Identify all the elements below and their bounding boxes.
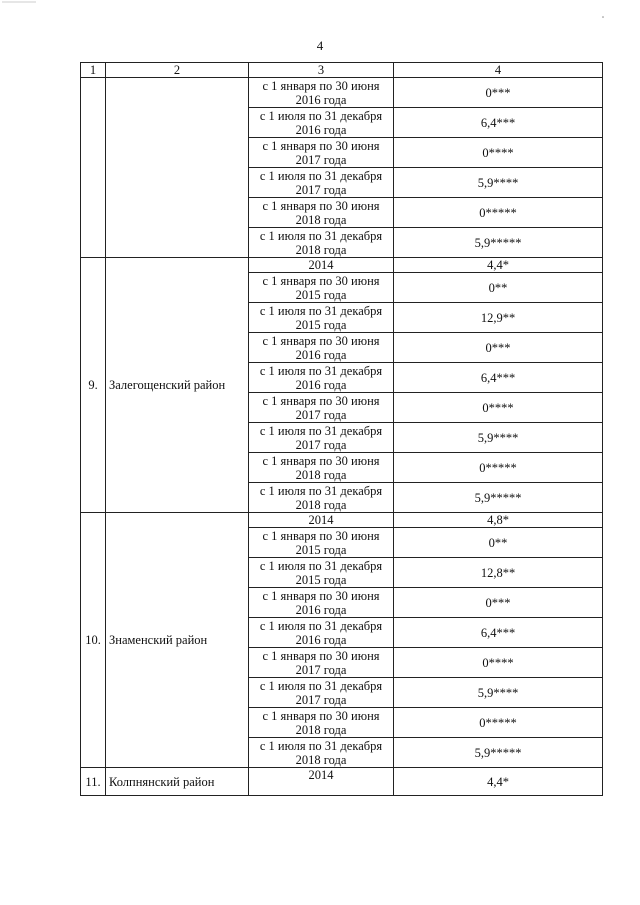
- period-cell: с 1 января по 30 июня 2018 года: [249, 453, 394, 483]
- tariff-value-cell: 0****: [394, 393, 603, 423]
- tariff-value-cell: 6,4***: [394, 108, 603, 138]
- tariff-value-cell: 0****: [394, 648, 603, 678]
- page-number: 4: [316, 38, 324, 53]
- period-cell: с 1 января по 30 июня 2018 года: [249, 198, 394, 228]
- tariff-value-cell: 5,9****: [394, 423, 603, 453]
- period-cell: с 1 июля по 31 декабря 2016 года: [249, 108, 394, 138]
- tariff-value-cell: 5,9****: [394, 168, 603, 198]
- tariff-value-cell: 12,8**: [394, 558, 603, 588]
- period-cell: с 1 января по 30 июня 2016 года: [249, 333, 394, 363]
- tariff-value-cell: 0***: [394, 588, 603, 618]
- table-row: [81, 258, 603, 273]
- tariff-value-cell: 4,4*: [394, 768, 603, 796]
- tariff-value-cell: 0**: [394, 528, 603, 558]
- period-cell: с 1 января по 30 июня 2017 года: [249, 648, 394, 678]
- period-cell: с 1 июля по 31 декабря 2016 года: [249, 618, 394, 648]
- header-col-4: 4: [394, 63, 603, 78]
- row-number: 11.: [81, 768, 106, 796]
- header-row: [81, 63, 603, 78]
- scan-dot: [600, 14, 606, 20]
- period-cell: с 1 июля по 31 декабря 2018 года: [249, 738, 394, 768]
- row-number: [81, 78, 106, 258]
- tariff-value-cell: 0****: [394, 138, 603, 168]
- header-col-1: 1: [81, 63, 106, 78]
- tariff-value-cell: 0***: [394, 333, 603, 363]
- period-cell: с 1 января по 30 июня 2015 года: [249, 528, 394, 558]
- period-cell: с 1 января по 30 июня 2016 года: [249, 78, 394, 108]
- district-name: [106, 78, 249, 258]
- tariff-value-cell: 0***: [394, 78, 603, 108]
- period-cell: с 1 июля по 31 декабря 2017 года: [249, 423, 394, 453]
- period-cell: с 1 января по 30 июня 2016 года: [249, 588, 394, 618]
- tariff-value-cell: 4,4*: [394, 258, 603, 273]
- table-row: [81, 78, 603, 108]
- period-cell: 2014: [249, 258, 394, 273]
- table-row: [81, 768, 603, 796]
- period-cell: с 1 июля по 31 декабря 2018 года: [249, 228, 394, 258]
- period-cell: 2014: [249, 513, 394, 528]
- tariff-value-cell: 12,9**: [394, 303, 603, 333]
- tariff-value-cell: 5,9****: [394, 678, 603, 708]
- row-number: 9.: [81, 258, 106, 513]
- row-number: 10.: [81, 513, 106, 768]
- tariff-value-cell: 0*****: [394, 198, 603, 228]
- header-col-2: 2: [106, 63, 249, 78]
- period-cell: 2014: [249, 768, 394, 796]
- period-cell: с 1 января по 30 июня 2017 года: [249, 138, 394, 168]
- tariff-value-cell: 0**: [394, 273, 603, 303]
- period-cell: с 1 июля по 31 декабря 2016 года: [249, 363, 394, 393]
- tariff-value-cell: 4,8*: [394, 513, 603, 528]
- period-cell: с 1 января по 30 июня 2018 года: [249, 708, 394, 738]
- tariff-value-cell: 5,9*****: [394, 483, 603, 513]
- period-cell: с 1 января по 30 июня 2017 года: [249, 393, 394, 423]
- tariff-table: [80, 62, 603, 796]
- district-name: Колпнянский район: [106, 768, 249, 796]
- period-cell: с 1 июля по 31 декабря 2015 года: [249, 303, 394, 333]
- district-name: Знаменский район: [106, 513, 249, 768]
- table-row: [81, 513, 603, 528]
- tariff-value-cell: 5,9*****: [394, 738, 603, 768]
- period-cell: с 1 июля по 31 декабря 2017 года: [249, 678, 394, 708]
- tariff-value-cell: 5,9*****: [394, 228, 603, 258]
- tariff-value-cell: 6,4***: [394, 363, 603, 393]
- period-cell: с 1 июля по 31 декабря 2015 года: [249, 558, 394, 588]
- period-cell: с 1 июля по 31 декабря 2017 года: [249, 168, 394, 198]
- table-body: [81, 78, 603, 796]
- period-cell: с 1 января по 30 июня 2015 года: [249, 273, 394, 303]
- tariff-value-cell: 6,4***: [394, 618, 603, 648]
- header-col-3: 3: [249, 63, 394, 78]
- district-name: Залегощенский район: [106, 258, 249, 513]
- scan-artifact: [0, 0, 40, 6]
- period-cell: с 1 июля по 31 декабря 2018 года: [249, 483, 394, 513]
- tariff-value-cell: 0*****: [394, 708, 603, 738]
- tariff-value-cell: 0*****: [394, 453, 603, 483]
